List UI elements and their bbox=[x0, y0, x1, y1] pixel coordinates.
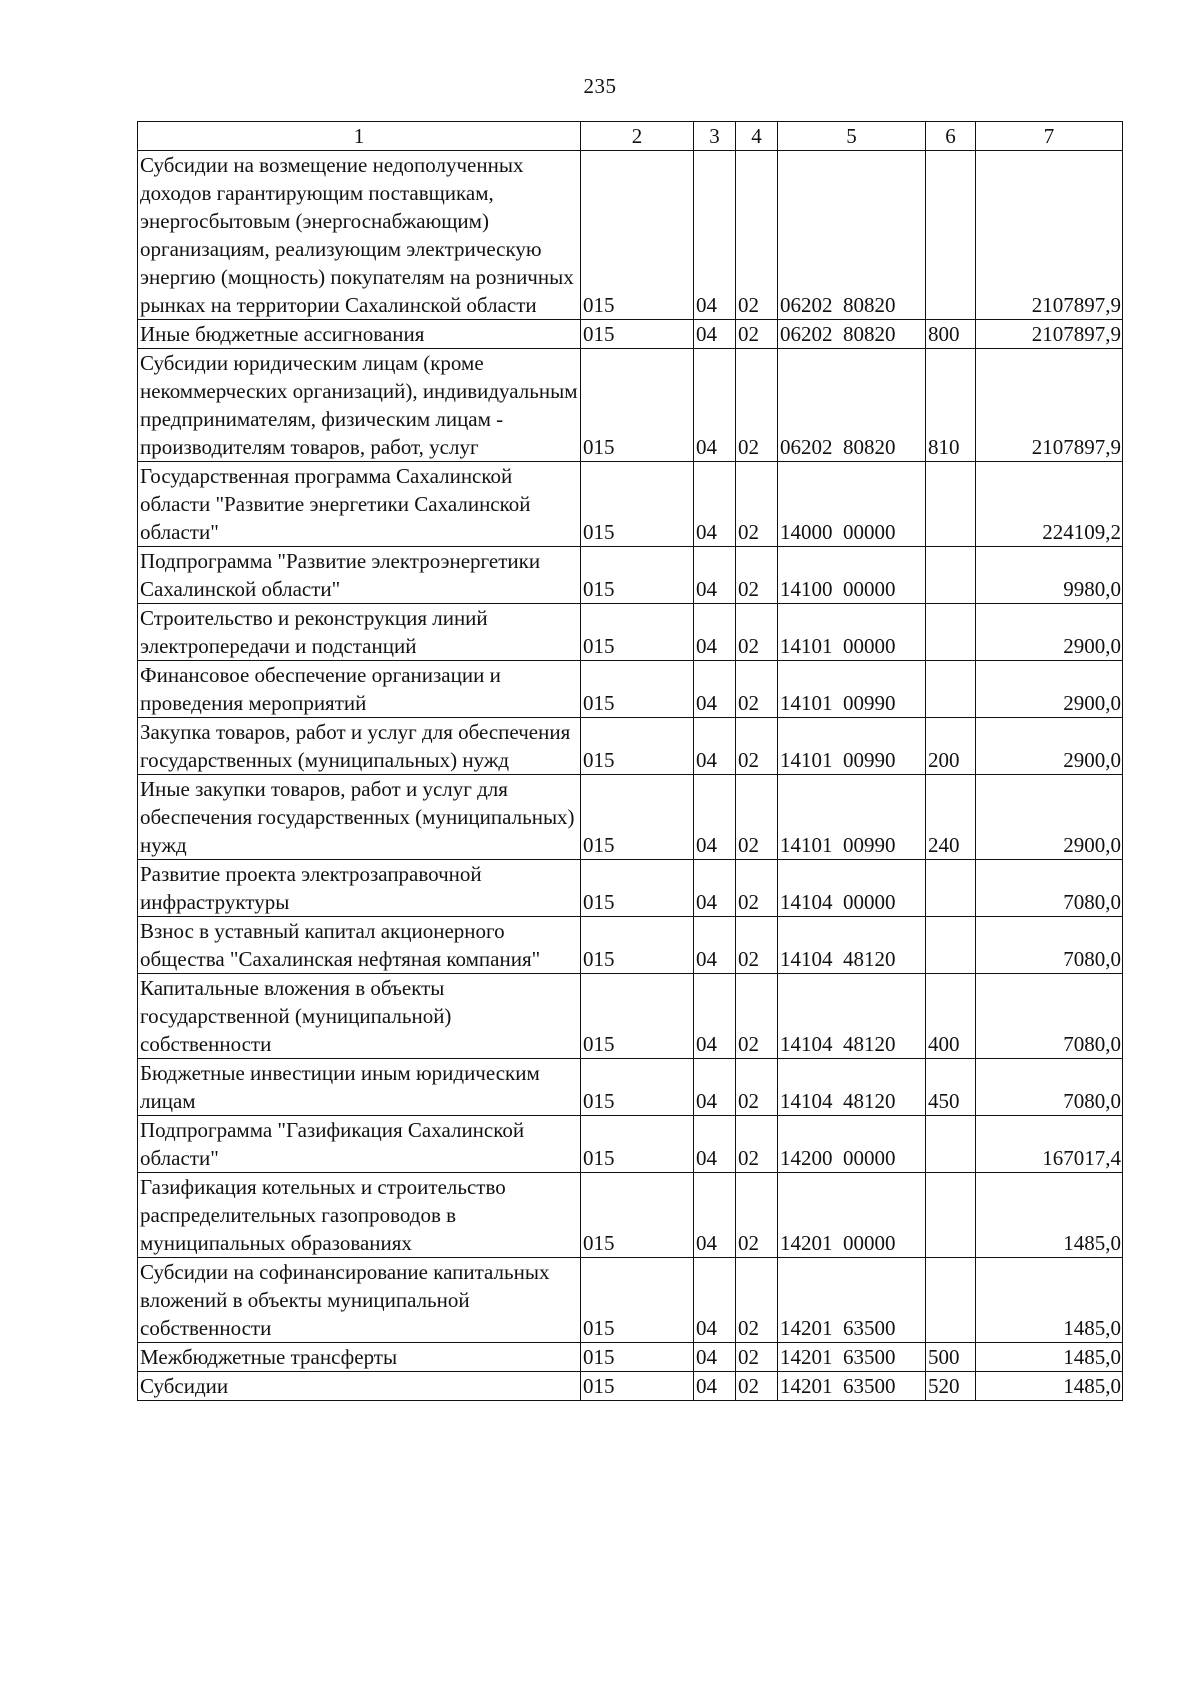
row-expense-type-cell: 800 bbox=[926, 320, 976, 349]
row-expense-type-cell bbox=[926, 1116, 976, 1173]
row-target-article-cell: 14101 00990 bbox=[778, 661, 926, 718]
row-name-cell: Иные закупки товаров, работ и услуг для обеспечения государственных (муниципальных) нужд bbox=[138, 775, 581, 860]
row-subsection-cell: 02 bbox=[736, 775, 778, 860]
row-target-article-cell: 14101 00990 bbox=[778, 775, 926, 860]
row-section-cell: 04 bbox=[694, 547, 736, 604]
column-header: 2 bbox=[581, 122, 694, 151]
row-name-cell: Субсидии юридическим лицам (кроме некоммерческих организаций), индивидуальным предпринимателям, физическим лицам - производителям товаров, работ, услуг bbox=[138, 349, 581, 462]
table-row bbox=[138, 1372, 1123, 1401]
table-row bbox=[138, 1173, 1123, 1258]
row-amount-cell: 2107897,9 bbox=[976, 320, 1123, 349]
row-section-cell: 04 bbox=[694, 1173, 736, 1258]
row-target-article-cell: 14104 48120 bbox=[778, 974, 926, 1059]
row-target-article-cell: 06202 80820 bbox=[778, 151, 926, 320]
row-amount-cell: 2900,0 bbox=[976, 604, 1123, 661]
row-subsection-cell: 02 bbox=[736, 1258, 778, 1343]
row-amount-cell: 167017,4 bbox=[976, 1116, 1123, 1173]
row-code-cell: 015 bbox=[581, 1343, 694, 1372]
row-code-cell: 015 bbox=[581, 349, 694, 462]
row-code-cell: 015 bbox=[581, 1116, 694, 1173]
row-expense-type-cell bbox=[926, 1173, 976, 1258]
table-row bbox=[138, 661, 1123, 718]
row-expense-type-cell bbox=[926, 860, 976, 917]
row-expense-type-cell: 500 bbox=[926, 1343, 976, 1372]
table-row bbox=[138, 349, 1123, 462]
row-section-cell: 04 bbox=[694, 1372, 736, 1401]
row-target-article-cell: 14201 63500 bbox=[778, 1343, 926, 1372]
row-code-cell: 015 bbox=[581, 320, 694, 349]
column-header: 4 bbox=[736, 122, 778, 151]
row-expense-type-cell bbox=[926, 1258, 976, 1343]
row-amount-cell: 2107897,9 bbox=[976, 151, 1123, 320]
row-name-cell: Закупка товаров, работ и услуг для обеспечения государственных (муниципальных) нужд bbox=[138, 718, 581, 775]
row-expense-type-cell: 450 bbox=[926, 1059, 976, 1116]
row-target-article-cell: 14104 00000 bbox=[778, 860, 926, 917]
row-expense-type-cell: 810 bbox=[926, 349, 976, 462]
row-subsection-cell: 02 bbox=[736, 1173, 778, 1258]
table-row bbox=[138, 1343, 1123, 1372]
row-amount-cell: 2900,0 bbox=[976, 775, 1123, 860]
table-row bbox=[138, 320, 1123, 349]
row-amount-cell: 2107897,9 bbox=[976, 349, 1123, 462]
row-section-cell: 04 bbox=[694, 604, 736, 661]
row-subsection-cell: 02 bbox=[736, 1116, 778, 1173]
row-name-cell: Газификация котельных и строительство распределительных газопроводов в муниципальных образованиях bbox=[138, 1173, 581, 1258]
row-target-article-cell: 14200 00000 bbox=[778, 1116, 926, 1173]
row-code-cell: 015 bbox=[581, 775, 694, 860]
row-subsection-cell: 02 bbox=[736, 604, 778, 661]
row-subsection-cell: 02 bbox=[736, 974, 778, 1059]
table-row bbox=[138, 547, 1123, 604]
table-row bbox=[138, 974, 1123, 1059]
row-name-cell: Подпрограмма "Газификация Сахалинской области" bbox=[138, 1116, 581, 1173]
row-section-cell: 04 bbox=[694, 860, 736, 917]
row-amount-cell: 1485,0 bbox=[976, 1372, 1123, 1401]
row-subsection-cell: 02 bbox=[736, 718, 778, 775]
row-name-cell: Подпрограмма "Развитие электроэнергетики Сахалинской области" bbox=[138, 547, 581, 604]
row-amount-cell: 7080,0 bbox=[976, 860, 1123, 917]
row-expense-type-cell bbox=[926, 151, 976, 320]
row-section-cell: 04 bbox=[694, 1343, 736, 1372]
row-expense-type-cell: 520 bbox=[926, 1372, 976, 1401]
row-expense-type-cell bbox=[926, 661, 976, 718]
row-name-cell: Иные бюджетные ассигнования bbox=[138, 320, 581, 349]
row-code-cell: 015 bbox=[581, 547, 694, 604]
row-target-article-cell: 14100 00000 bbox=[778, 547, 926, 604]
row-amount-cell: 1485,0 bbox=[976, 1343, 1123, 1372]
table-row bbox=[138, 1258, 1123, 1343]
row-code-cell: 015 bbox=[581, 462, 694, 547]
table-row bbox=[138, 462, 1123, 547]
table-row bbox=[138, 151, 1123, 320]
row-code-cell: 015 bbox=[581, 974, 694, 1059]
row-subsection-cell: 02 bbox=[736, 1372, 778, 1401]
table-row bbox=[138, 917, 1123, 974]
row-name-cell: Строительство и реконструкция линий электропередачи и подстанций bbox=[138, 604, 581, 661]
row-subsection-cell: 02 bbox=[736, 320, 778, 349]
table-row bbox=[138, 860, 1123, 917]
row-name-cell: Финансовое обеспечение организации и проведения мероприятий bbox=[138, 661, 581, 718]
row-amount-cell: 2900,0 bbox=[976, 661, 1123, 718]
row-amount-cell: 7080,0 bbox=[976, 974, 1123, 1059]
row-amount-cell: 1485,0 bbox=[976, 1258, 1123, 1343]
row-name-cell: Бюджетные инвестиции иным юридическим лицам bbox=[138, 1059, 581, 1116]
table-row bbox=[138, 775, 1123, 860]
row-section-cell: 04 bbox=[694, 462, 736, 547]
row-name-cell: Субсидии на возмещение недополученных доходов гарантирующим поставщикам, энергосбытовым (энергоснабжающим) организациям, реализующим электрическую энергию (мощность) покупателям на розничных рынках на территории Сахалинской области bbox=[138, 151, 581, 320]
row-target-article-cell: 14101 00990 bbox=[778, 718, 926, 775]
page-number: 235 bbox=[583, 74, 617, 98]
row-code-cell: 015 bbox=[581, 151, 694, 320]
row-code-cell: 015 bbox=[581, 917, 694, 974]
row-amount-cell: 224109,2 bbox=[976, 462, 1123, 547]
table-header-row bbox=[138, 122, 1123, 151]
row-subsection-cell: 02 bbox=[736, 860, 778, 917]
row-section-cell: 04 bbox=[694, 1258, 736, 1343]
row-target-article-cell: 14000 00000 bbox=[778, 462, 926, 547]
row-target-article-cell: 14104 48120 bbox=[778, 1059, 926, 1116]
column-header: 6 bbox=[926, 122, 976, 151]
row-name-cell: Государственная программа Сахалинской области "Развитие энергетики Сахалинской области" bbox=[138, 462, 581, 547]
row-section-cell: 04 bbox=[694, 320, 736, 349]
row-section-cell: 04 bbox=[694, 1059, 736, 1116]
row-target-article-cell: 14201 63500 bbox=[778, 1372, 926, 1401]
table-row bbox=[138, 1059, 1123, 1116]
column-header: 7 bbox=[976, 122, 1123, 151]
row-code-cell: 015 bbox=[581, 1059, 694, 1116]
row-expense-type-cell bbox=[926, 604, 976, 661]
row-code-cell: 015 bbox=[581, 1258, 694, 1343]
row-expense-type-cell: 400 bbox=[926, 974, 976, 1059]
row-target-article-cell: 06202 80820 bbox=[778, 349, 926, 462]
row-amount-cell: 7080,0 bbox=[976, 917, 1123, 974]
row-subsection-cell: 02 bbox=[736, 917, 778, 974]
table-row bbox=[138, 718, 1123, 775]
row-code-cell: 015 bbox=[581, 718, 694, 775]
row-expense-type-cell: 240 bbox=[926, 775, 976, 860]
row-subsection-cell: 02 bbox=[736, 661, 778, 718]
row-name-cell: Развитие проекта электрозаправочной инфраструктуры bbox=[138, 860, 581, 917]
column-header: 3 bbox=[694, 122, 736, 151]
row-name-cell: Межбюджетные трансферты bbox=[138, 1343, 581, 1372]
row-name-cell: Взнос в уставный капитал акционерного общества "Сахалинская нефтяная компания" bbox=[138, 917, 581, 974]
row-section-cell: 04 bbox=[694, 1116, 736, 1173]
row-expense-type-cell bbox=[926, 462, 976, 547]
row-subsection-cell: 02 bbox=[736, 349, 778, 462]
table-row bbox=[138, 604, 1123, 661]
row-section-cell: 04 bbox=[694, 151, 736, 320]
row-name-cell: Капитальные вложения в объекты государственной (муниципальной) собственности bbox=[138, 974, 581, 1059]
row-target-article-cell: 14201 00000 bbox=[778, 1173, 926, 1258]
row-section-cell: 04 bbox=[694, 661, 736, 718]
row-subsection-cell: 02 bbox=[736, 151, 778, 320]
row-section-cell: 04 bbox=[694, 775, 736, 860]
row-code-cell: 015 bbox=[581, 1372, 694, 1401]
row-section-cell: 04 bbox=[694, 917, 736, 974]
row-expense-type-cell bbox=[926, 917, 976, 974]
column-header: 1 bbox=[138, 122, 581, 151]
row-code-cell: 015 bbox=[581, 661, 694, 718]
row-code-cell: 015 bbox=[581, 1173, 694, 1258]
row-amount-cell: 7080,0 bbox=[976, 1059, 1123, 1116]
row-section-cell: 04 bbox=[694, 349, 736, 462]
row-section-cell: 04 bbox=[694, 718, 736, 775]
row-amount-cell: 2900,0 bbox=[976, 718, 1123, 775]
row-name-cell: Субсидии bbox=[138, 1372, 581, 1401]
row-name-cell: Субсидии на софинансирование капитальных вложений в объекты муниципальной собственности bbox=[138, 1258, 581, 1343]
row-code-cell: 015 bbox=[581, 604, 694, 661]
row-subsection-cell: 02 bbox=[736, 1343, 778, 1372]
row-subsection-cell: 02 bbox=[736, 547, 778, 604]
row-subsection-cell: 02 bbox=[736, 462, 778, 547]
row-amount-cell: 1485,0 bbox=[976, 1173, 1123, 1258]
row-target-article-cell: 14101 00000 bbox=[778, 604, 926, 661]
table-row bbox=[138, 1116, 1123, 1173]
row-code-cell: 015 bbox=[581, 860, 694, 917]
row-amount-cell: 9980,0 bbox=[976, 547, 1123, 604]
row-target-article-cell: 06202 80820 bbox=[778, 320, 926, 349]
budget-table bbox=[137, 121, 1123, 1401]
table-body bbox=[138, 151, 1123, 1401]
row-section-cell: 04 bbox=[694, 974, 736, 1059]
row-target-article-cell: 14201 63500 bbox=[778, 1258, 926, 1343]
row-expense-type-cell bbox=[926, 547, 976, 604]
column-header: 5 bbox=[778, 122, 926, 151]
row-subsection-cell: 02 bbox=[736, 1059, 778, 1116]
row-expense-type-cell: 200 bbox=[926, 718, 976, 775]
row-target-article-cell: 14104 48120 bbox=[778, 917, 926, 974]
